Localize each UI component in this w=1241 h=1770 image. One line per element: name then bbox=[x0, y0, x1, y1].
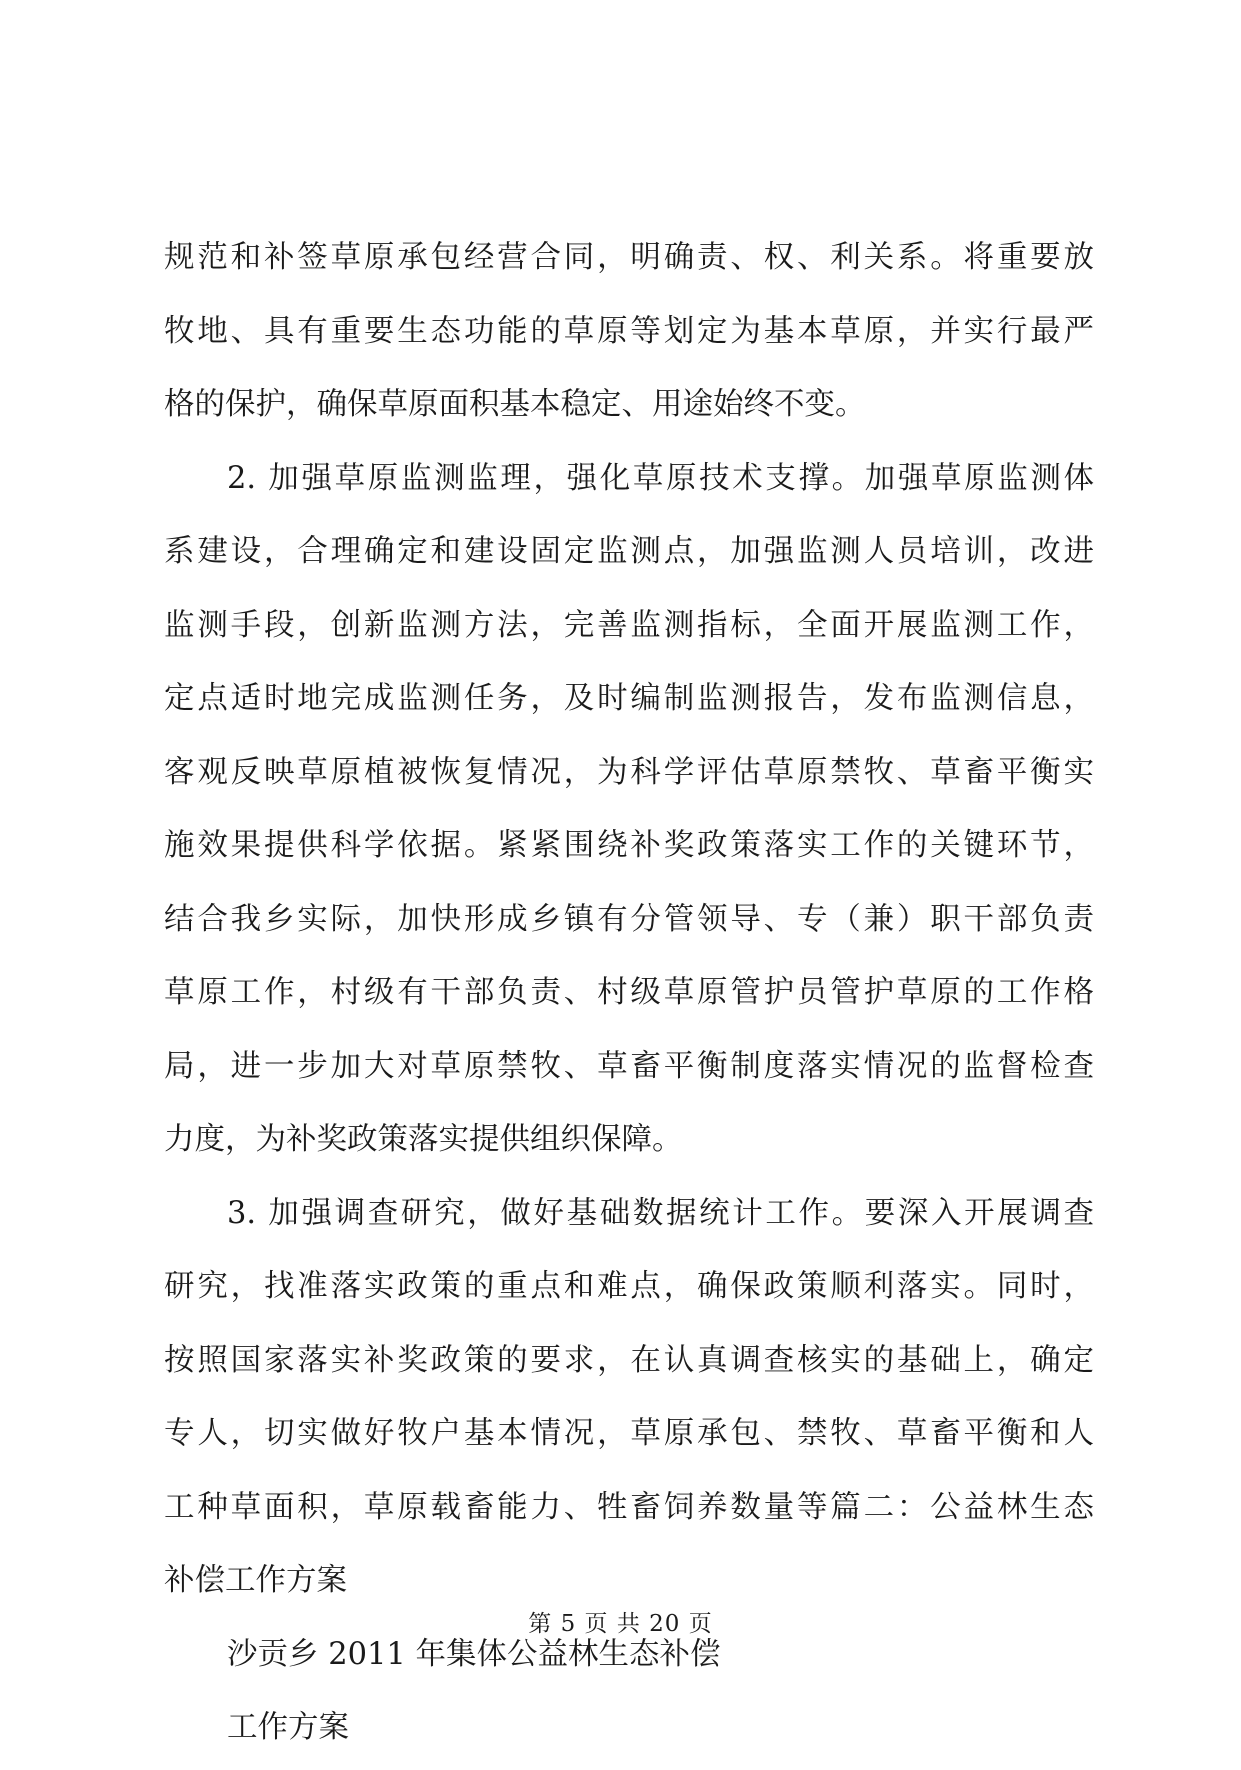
text-line: 系建设，合理确定和建设固定监测点，加强监测人员培训，改进 bbox=[164, 534, 1094, 569]
document-body bbox=[164, 226, 1094, 1770]
text-line: 2. 加强草原监测监理，强化草原技术支撑。加强草原监测体 bbox=[227, 460, 1094, 496]
text-line: 专人，切实做好牧户基本情况，草原承包、禁牧、草畜平衡和人 bbox=[164, 1416, 1094, 1451]
section-heading-line: 沙贡乡 2011 年集体公益林生态补偿 bbox=[227, 1636, 721, 1672]
text-line: 定点适时地完成监测任务，及时编制监测报告，发布监测信息， bbox=[164, 681, 1094, 716]
text-line: 局，进一步加大对草原禁牧、草畜平衡制度落实情况的监督检查 bbox=[164, 1048, 1094, 1084]
text-line: 工种草面积，草原载畜能力、牲畜饲养数量等篇二：公益林生态 bbox=[164, 1489, 1094, 1525]
text-line: 研究，找准落实政策的重点和难点，确保政策顺利落实。同时， bbox=[164, 1269, 1094, 1304]
section-heading-line: 工作方案 bbox=[227, 1710, 349, 1745]
text-line: 按照国家落实补奖政策的要求，在认真调查核实的基础上，确定 bbox=[164, 1342, 1094, 1378]
text-line: 牧地、具有重要生态功能的草原等划定为基本草原，并实行最严 bbox=[164, 313, 1094, 349]
text-line: 客观反映草原植被恢复情况，为科学评估草原禁牧、草畜平衡实 bbox=[164, 754, 1094, 790]
text-line: 草原工作，村级有干部负责、村级草原管护员管护草原的工作格 bbox=[164, 975, 1094, 1010]
text-line: 规范和补签草原承包经营合同，明确责、权、利关系。将重要放 bbox=[164, 240, 1094, 275]
text-line: 施效果提供科学依据。紧紧围绕补奖政策落实工作的关键环节， bbox=[164, 828, 1094, 863]
text-line: 力度，为补奖政策落实提供组织保障。 bbox=[164, 1122, 683, 1157]
text-line: 监测手段，创新监测方法，完善监测指标，全面开展监测工作， bbox=[164, 607, 1094, 643]
text-line: 格的保护，确保草原面积基本稳定、用途始终不变。 bbox=[164, 387, 866, 422]
text-line: 3. 加强调查研究，做好基础数据统计工作。要深入开展调查 bbox=[227, 1195, 1094, 1231]
page-footer: 第 5 页 共 20 页 bbox=[528, 1611, 713, 1637]
text-line: 补偿工作方案 bbox=[164, 1563, 347, 1598]
text-line: 结合我乡实际，加快形成乡镇有分管领导、专（兼）职干部负责 bbox=[164, 901, 1094, 937]
